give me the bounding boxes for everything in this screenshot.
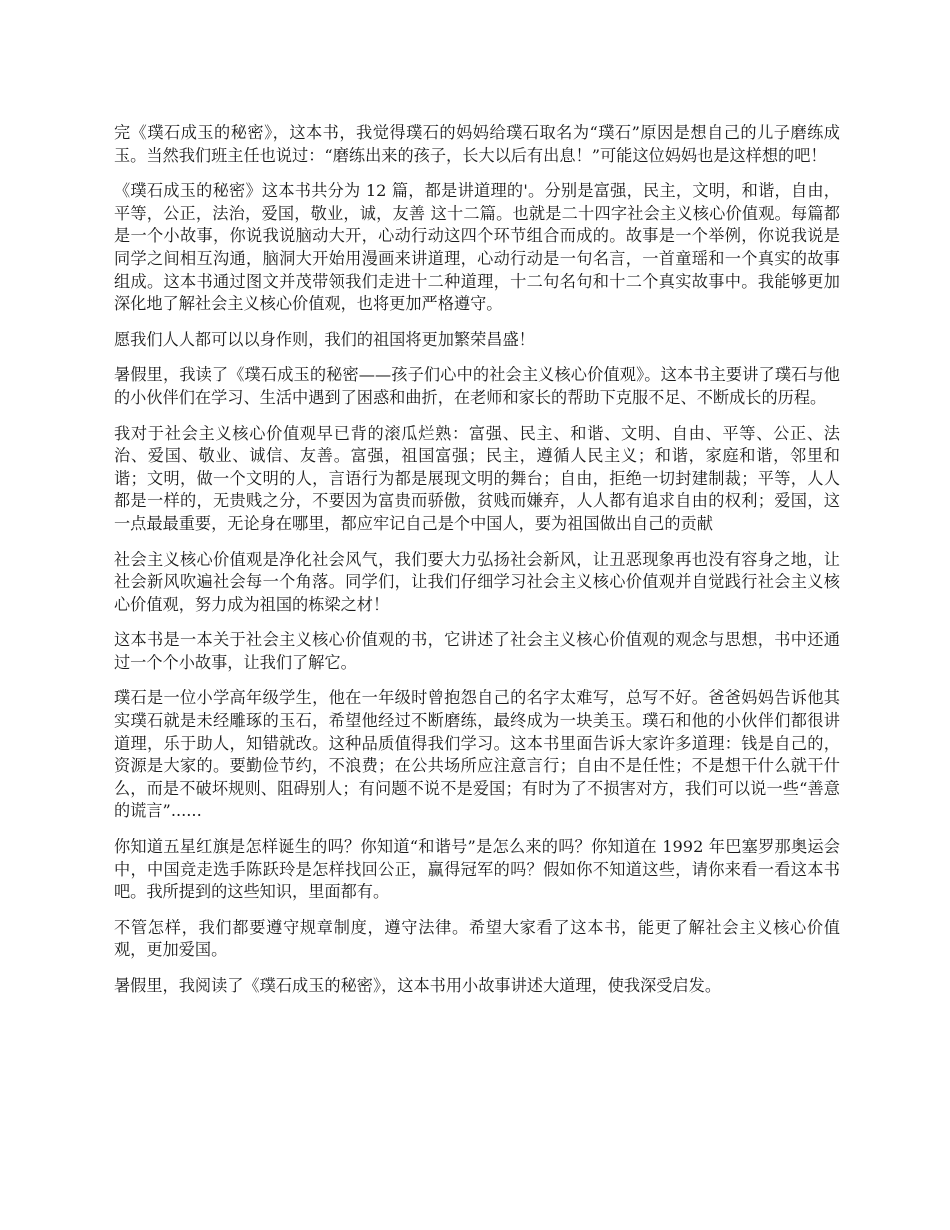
paragraph-10: 不管怎样，我们都要遵守规章制度，遵守法律。希望大家看了这本书，能更了解社会主义核心价值观，更加爱国。 — [114, 917, 840, 960]
paragraph-4: 暑假里，我读了《璞石成玉的秘密——孩子们心中的社会主义核心价值观》。这本书主要讲了璞石与他的小伙伴们在学习、生活中遇到了困惑和曲折，在老师和家长的帮助下克服不足、不断成长的历程。 — [114, 365, 840, 407]
paragraph-6: 社会主义核心价值观是净化社会风气，我们要大力弘扬社会新风，让丑恶现象再也没有容身之地，让社会新风吹遍社会每一个角落。同学们，让我们仔细学习社会主义核心价值观并自觉践行社会主义核心价值观，努力成为祖国的栋梁之材！ — [114, 549, 840, 614]
paragraph-8: 璞石是一位小学高年级学生，他在一年级时曾抱怨自己的名字太难写，总写不好。爸爸妈妈告诉他其实璞石就是未经雕琢的玉石，希望他经过不断磨练，最终成为一块美玉。璞石和他的小伙伴们都很讲道理，乐于助人，知错就改。这种品质值得我们学习。这本书里面告诉大家许多道理：钱是自己的，资源是大家的。要勤俭节约，不浪费；在公共场所应注意言行；自由不是任性；不是想干什么就干什么，而是不破坏规则、阻碍别人；有问题不说不是爱国；有时为了不损害对方，我们可以说一些“善意的谎言”...... — [114, 688, 840, 821]
paragraph-2: 《璞石成玉的秘密》这本书共分为 12 篇，都是讲道理的'。分别是富强，民主，文明，和谐，自由，平等，公正，法治，爱国，敬业，诚，友善 这十二篇。也就是二十四字社会主义核心价值观。每篇都是一个小故事，你说我说脑动大开，心动行动这四个环节组合而成的。故事是一个举例，你说我说是同学之间相互沟通，脑洞大开始用漫画来讲道理，心动行动是一句名言，一首童瑶和一个真实的故事组成。这本书通过图文并茂带领我们走进十二种道理，十二句名句和十二个真实故事中。我能够更加深化地了解社会主义核心价值观，也将更加严格遵守。 — [114, 181, 840, 314]
paragraph-3: 愿我们人人都可以以身作则，我们的祖国将更加繁荣昌盛！ — [114, 329, 535, 349]
paragraph-7: 这本书是一本关于社会主义核心价值观的书，它讲述了社会主义核心价值观的观念与思想，书中还通过一个个小故事，让我们了解它。 — [114, 630, 840, 672]
paragraph-9: 你知道五星红旗是怎样诞生的吗？你知道“和谐号”是怎么来的吗？你知道在 1992 年巴塞罗那奥运会中，中国竞走选手陈跃玲是怎样找回公正，赢得冠军的吗？假如你不知道这些，请你来看一看这本书吧。我所提到的这些知识，里面都有。 — [114, 837, 840, 902]
document-page — [114, 122, 840, 1011]
paragraph-5: 我对于社会主义核心价值观早已背的滚瓜烂熟：富强、民主、和谐、文明、自由、平等、公正、法治、爱国、敬业、诚信、友善。富强，祖国富强；民主，遵循人民主义；和谐，家庭和谐，邻里和谐；文明，做一个文明的人，言语行为都是展现文明的舞台；自由，拒绝一切封建制裁；平等，人人都是一样的，无贵贱之分，不要因为富贵而骄傲，贫贱而嫌弃，人人都有追求自由的权利；爱国，这一点最最重要，无论身在哪里，都应牢记自己是个中国人，要为祖国做出自己的贡献 — [114, 423, 840, 533]
paragraph-1: 完《璞石成玉的秘密》，这本书，我觉得璞石的妈妈给璞石取名为“璞石”原因是想自己的儿子磨练成玉。当然我们班主任也说过：“磨练出来的孩子，长大以后有出息！”可能这位妈妈也是这样想的吧！ — [114, 123, 840, 165]
paragraph-11: 暑假里，我阅读了《璞石成玉的秘密》，这本书用小故事讲述大道理，使我深受启发。 — [114, 976, 722, 995]
